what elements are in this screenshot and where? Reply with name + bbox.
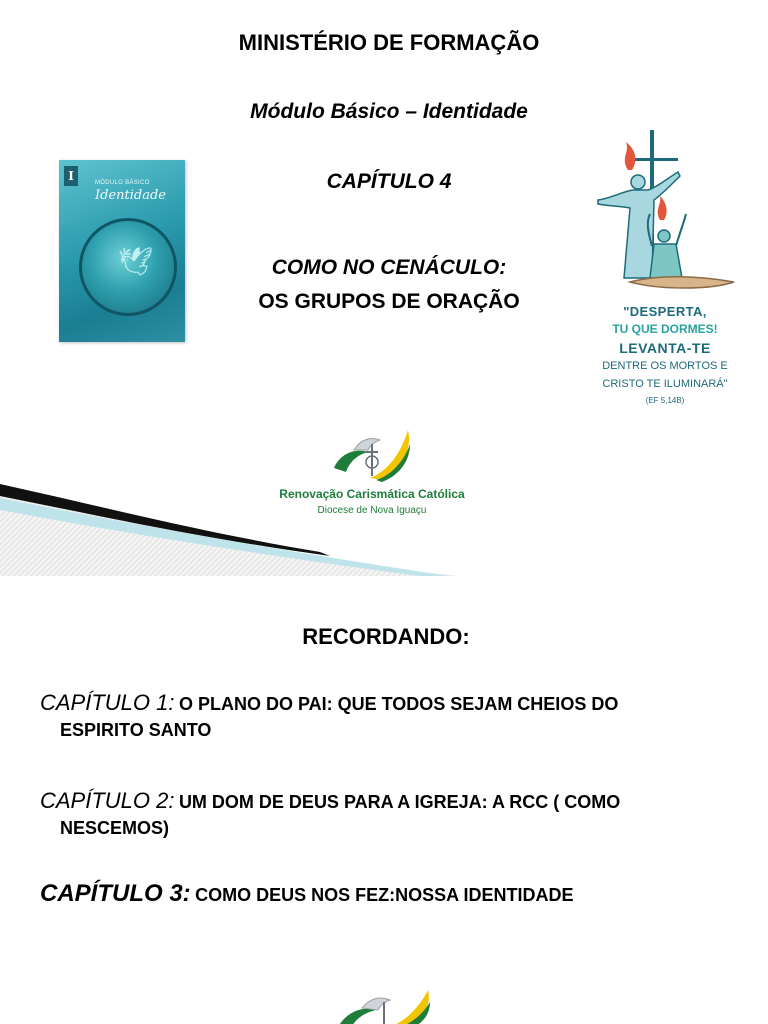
- chapter-text: UM DOM DE DEUS PARA A IGREJA: A RCC ( COMO: [178, 792, 621, 812]
- book-cover-circle: [79, 218, 177, 316]
- emblem-text-line-1: "DESPERTA,: [623, 304, 707, 319]
- emblem-text-line-3: LEVANTA-TE: [619, 340, 711, 356]
- chapter-text-continued: NESCEMOS): [60, 818, 170, 838]
- chapter-text-continued: ESPIRITO SANTO: [60, 720, 212, 740]
- chapter-title: CAPÍTULO 4: [326, 170, 452, 193]
- emblem-text-line-4: DENTRE OS MORTOS E: [602, 360, 728, 372]
- book-title-label: Identidade: [95, 188, 166, 203]
- dove-icon: 🕊: [118, 246, 154, 277]
- book-cover-image: [59, 160, 185, 342]
- decorative-swoosh: [0, 476, 768, 576]
- chapter-subtitle-line-1: COMO NO CENÁCULO:: [271, 256, 507, 279]
- chapter-label: CAPÍTULO 3:: [40, 880, 191, 907]
- rcc-logo-diocese: Diocese de Nova Iguaçu: [317, 505, 427, 516]
- chapter-subtitle-line-2: OS GRUPOS DE ORAÇÃO: [258, 290, 520, 313]
- emblem-text-line-5: CRISTO TE ILUMINARÁ": [602, 378, 728, 390]
- rcc-logo-name: Renovação Carismática Católica: [279, 487, 465, 501]
- book-volume-number: I: [64, 166, 78, 186]
- book-series-label: MÓDULO BÁSICO: [95, 180, 150, 186]
- module-title: Módulo Básico – Identidade: [250, 100, 528, 123]
- recap-heading: RECORDANDO:: [302, 624, 470, 649]
- rcc-logo-small-icon: [338, 988, 434, 1024]
- chapter-label: CAPÍTULO 2:: [40, 788, 175, 813]
- slide-2: [0, 576, 768, 1024]
- chapter-label: CAPÍTULO 1:: [40, 690, 175, 715]
- resurrection-emblem-icon: [590, 128, 740, 298]
- emblem-text-line-2: TU QUE DORMES!: [612, 322, 718, 336]
- recap-chapter-3: [40, 880, 740, 908]
- chapter-text: O PLANO DO PAI: QUE TODOS SEJAM CHEIOS DO: [178, 694, 619, 714]
- recap-chapter-2: [40, 788, 740, 839]
- emblem-citation: (EF 5,14B): [645, 396, 685, 405]
- recap-chapter-1: [40, 690, 740, 741]
- slide-title: MINISTÉRIO DE FORMAÇÃO: [238, 30, 540, 55]
- chapter-text: COMO DEUS NOS FEZ:NOSSA IDENTIDADE: [195, 885, 574, 905]
